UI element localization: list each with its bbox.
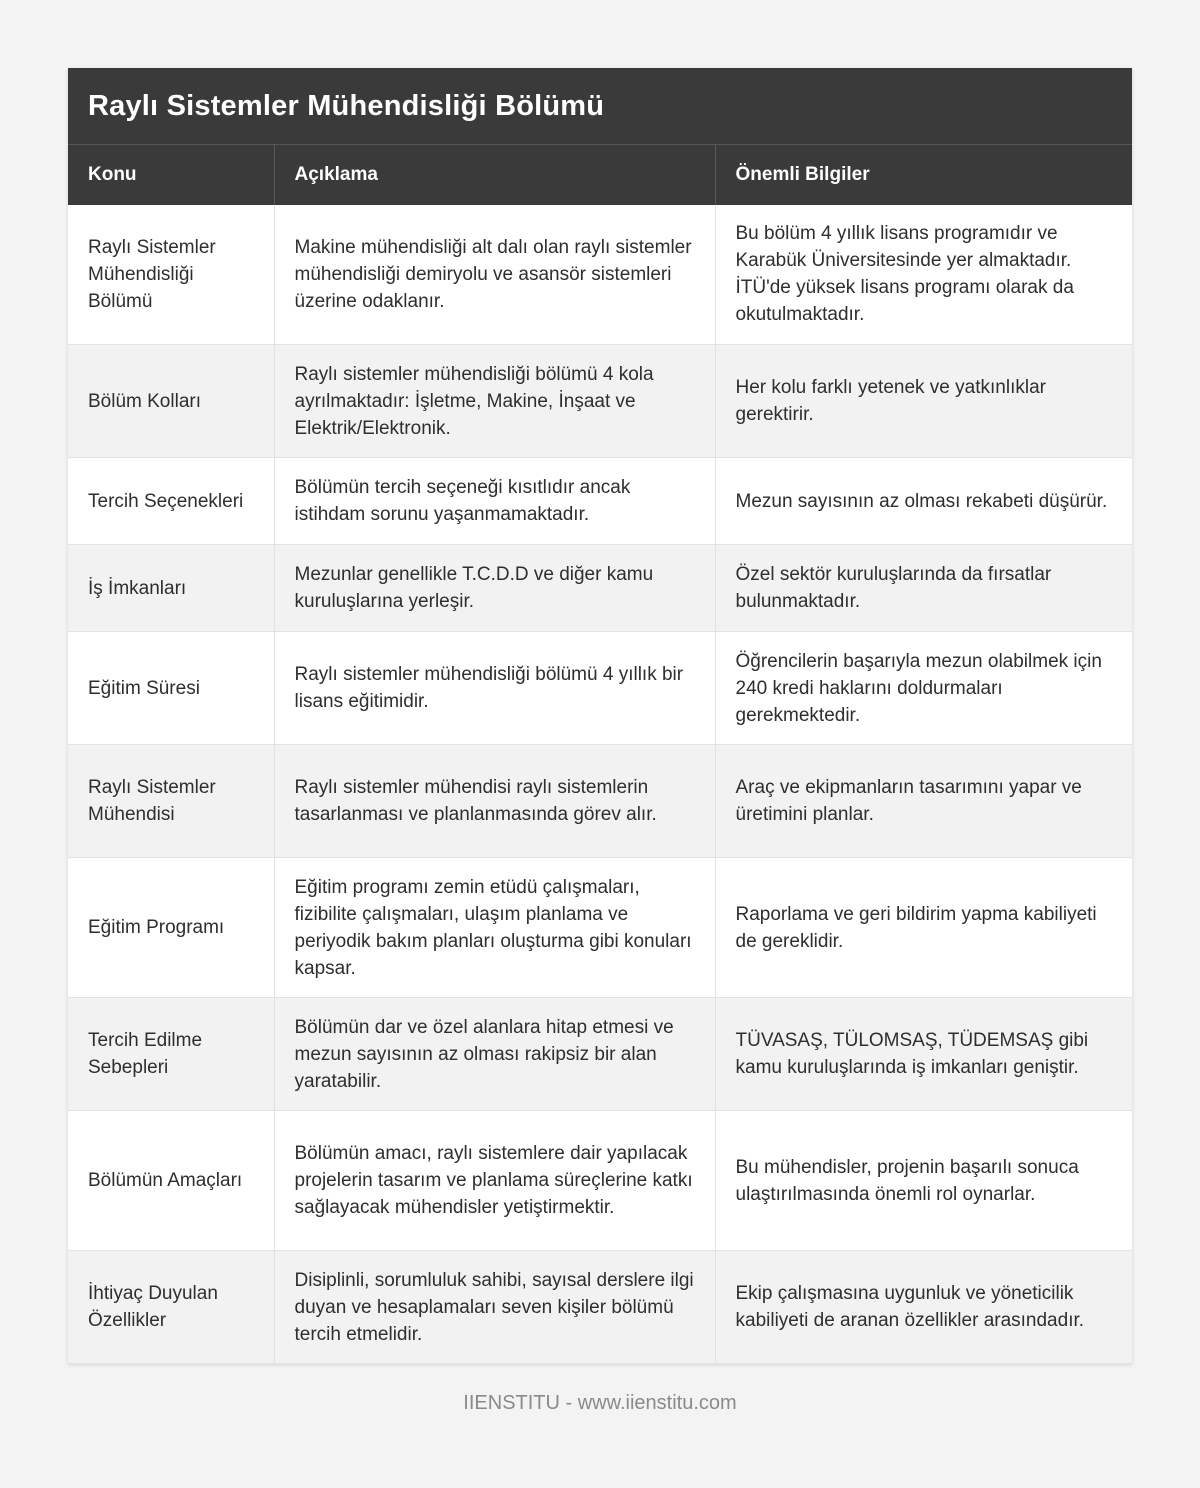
- column-header-konu: Konu: [68, 145, 274, 205]
- table-row: [68, 858, 1132, 998]
- cell-aciklama: Makine mühendisliği alt dalı olan raylı sistemler mühendisliği demiryolu ve asansör sistemleri üzerine odaklanır.: [274, 205, 715, 345]
- cell-aciklama: Disiplinli, sorumluluk sahibi, sayısal derslere ilgi duyan ve hesaplamaları seven kişiler bölümü tercih etmelidir.: [274, 1251, 715, 1364]
- cell-konu: Tercih Seçenekleri: [68, 458, 274, 545]
- table-row: [68, 1251, 1132, 1364]
- cell-konu: Bölümün Amaçları: [68, 1111, 274, 1251]
- cell-aciklama: Mezunlar genellikle T.C.D.D ve diğer kamu kuruluşlarına yerleşir.: [274, 545, 715, 632]
- table-header: [68, 145, 1132, 205]
- table-row: [68, 632, 1132, 745]
- cell-aciklama: Eğitim programı zemin etüdü çalışmaları, fizibilite çalışmaları, ulaşım planlama ve periyodik bakım planları oluşturma gibi konuları kapsar.: [274, 858, 715, 998]
- title-bar: [68, 68, 1132, 144]
- cell-bilgi: Mezun sayısının az olması rekabeti düşürür.: [715, 458, 1132, 545]
- column-header-aciklama: Açıklama: [274, 145, 715, 205]
- cell-konu: Raylı Sistemler Mühendisliği Bölümü: [68, 205, 274, 345]
- table-row: [68, 345, 1132, 458]
- table-row: [68, 745, 1132, 858]
- cell-aciklama: Bölümün dar ve özel alanlara hitap etmesi ve mezun sayısının az olması rakipsiz bir alan yaratabilir.: [274, 998, 715, 1111]
- header-row: [68, 145, 1132, 205]
- info-table: [68, 144, 1132, 1364]
- column-header-bilgiler: Önemli Bilgiler: [715, 145, 1132, 205]
- cell-bilgi: TÜVASAŞ, TÜLOMSAŞ, TÜDEMSAŞ gibi kamu kuruluşlarında iş imkanları geniştir.: [715, 998, 1132, 1111]
- footer-credit: IIENSTITU - www.iienstitu.com: [463, 1392, 737, 1414]
- cell-konu: İhtiyaç Duyulan Özellikler: [68, 1251, 274, 1364]
- cell-konu: İş İmkanları: [68, 545, 274, 632]
- cell-konu: Bölüm Kolları: [68, 345, 274, 458]
- cell-aciklama: Bölümün tercih seçeneği kısıtlıdır ancak istihdam sorunu yaşanmamaktadır.: [274, 458, 715, 545]
- table-row: [68, 205, 1132, 345]
- table-row: [68, 1111, 1132, 1251]
- cell-aciklama: Raylı sistemler mühendisi raylı sistemlerin tasarlanması ve planlanmasında görev alır.: [274, 745, 715, 858]
- cell-bilgi: Bu mühendisler, projenin başarılı sonuca ulaştırılmasında önemli rol oynarlar.: [715, 1111, 1132, 1251]
- info-card: [68, 68, 1132, 1364]
- page-title: Raylı Sistemler Mühendisliği Bölümü: [88, 89, 605, 122]
- table-row: [68, 545, 1132, 632]
- table-row: [68, 998, 1132, 1111]
- cell-bilgi: Her kolu farklı yetenek ve yatkınlıklar gerektirir.: [715, 345, 1132, 458]
- cell-konu: Tercih Edilme Sebepleri: [68, 998, 274, 1111]
- table-body: [68, 205, 1132, 1364]
- cell-bilgi: Öğrencilerin başarıyla mezun olabilmek için 240 kredi haklarını doldurmaları gerekmektedir.: [715, 632, 1132, 745]
- cell-aciklama: Bölümün amacı, raylı sistemlere dair yapılacak projelerin tasarım ve planlama süreçlerine katkı sağlayacak mühendisler yetiştirmektir.: [274, 1111, 715, 1251]
- cell-konu: Eğitim Programı: [68, 858, 274, 998]
- cell-bilgi: Araç ve ekipmanların tasarımını yapar ve üretimini planlar.: [715, 745, 1132, 858]
- cell-bilgi: Bu bölüm 4 yıllık lisans programıdır ve Karabük Üniversitesinde yer almaktadır. İTÜ'de yüksek lisans programı olarak da okutulmaktadır.: [715, 205, 1132, 345]
- cell-bilgi: Ekip çalışmasına uygunluk ve yöneticilik kabiliyeti de aranan özellikler arasındadır.: [715, 1251, 1132, 1364]
- cell-aciklama: Raylı sistemler mühendisliği bölümü 4 yıllık bir lisans eğitimidir.: [274, 632, 715, 745]
- cell-konu: Raylı Sistemler Mühendisi: [68, 745, 274, 858]
- cell-bilgi: Raporlama ve geri bildirim yapma kabiliyeti de gereklidir.: [715, 858, 1132, 998]
- cell-aciklama: Raylı sistemler mühendisliği bölümü 4 kola ayrılmaktadır: İşletme, Makine, İnşaat ve Elektrik/Elektronik.: [274, 345, 715, 458]
- cell-konu: Eğitim Süresi: [68, 632, 274, 745]
- cell-bilgi: Özel sektör kuruluşlarında da fırsatlar bulunmaktadır.: [715, 545, 1132, 632]
- table-row: [68, 458, 1132, 545]
